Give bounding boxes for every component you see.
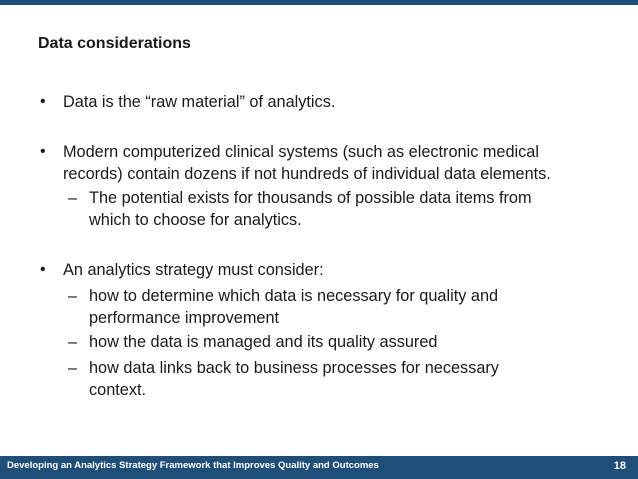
bullet-2-line-1: Modern computerized clinical systems (such as electronic medical <box>63 143 539 161</box>
sub-bullet-3-3-line-1: how data links back to business processes for necessary <box>89 359 499 377</box>
bullet-1-line-1: Data is the “raw material” of analytics. <box>63 93 336 111</box>
sub-bullet-2-1-line-1: The potential exists for thousands of possible data items from <box>89 189 532 207</box>
bullet-marker: • <box>40 143 46 160</box>
sub-bullet-dash: – <box>68 359 78 377</box>
sub-bullet-3-3-line-2: context. <box>89 381 147 399</box>
bullet-2-line-2: records) contain dozens if not hundreds of individual data elements. <box>63 165 551 183</box>
footer-title: Developing an Analytics Strategy Framework that Improves Quality and Outcomes <box>7 460 379 471</box>
footer-bar <box>0 456 638 479</box>
sub-bullet-3-1-line-2: performance improvement <box>89 309 280 327</box>
top-accent-bar <box>0 0 638 5</box>
bullet-marker: • <box>40 261 46 278</box>
bullet-marker: • <box>40 93 46 110</box>
bullet-3-line-1: An analytics strategy must consider: <box>63 261 324 279</box>
page-number: 18 <box>613 460 626 472</box>
sub-bullet-3-1-line-1: how to determine which data is necessary for quality and <box>89 287 499 305</box>
sub-bullet-3-2-line-1: how the data is managed and its quality assured <box>89 333 438 351</box>
sub-bullet-dash: – <box>68 189 78 207</box>
sub-bullet-dash: – <box>68 287 78 305</box>
slide-title: Data considerations <box>38 35 191 52</box>
sub-bullet-dash: – <box>68 333 78 351</box>
sub-bullet-2-1-line-2: which to choose for analytics. <box>89 211 302 229</box>
